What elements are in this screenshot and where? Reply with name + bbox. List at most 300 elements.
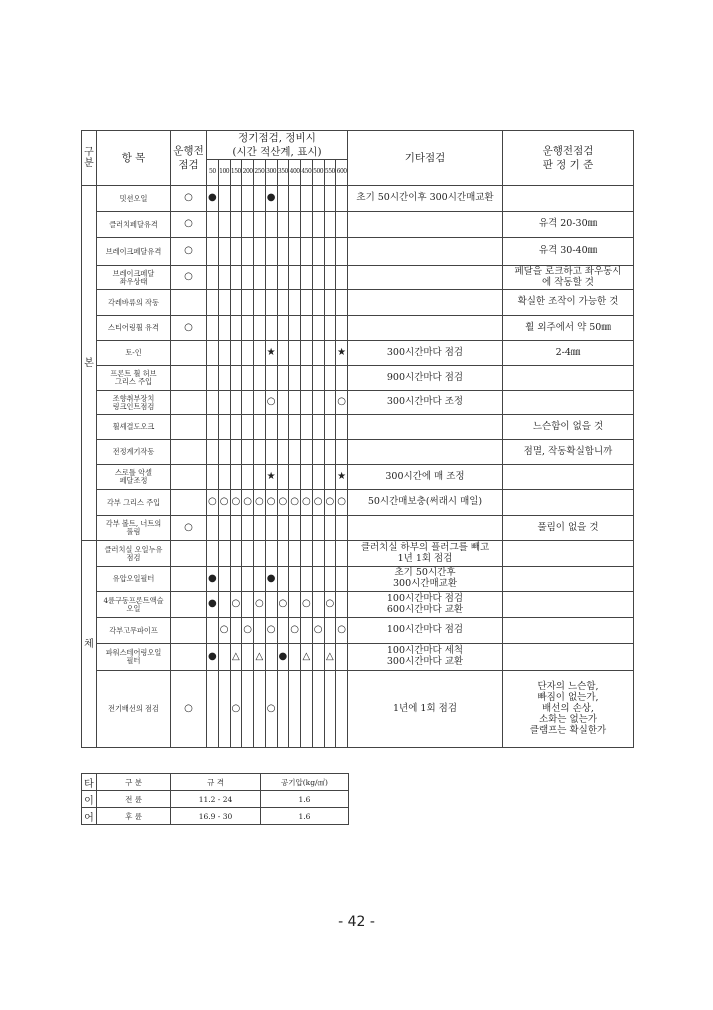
tire-table xyxy=(81,773,349,825)
hour-cell xyxy=(265,644,277,671)
hour-cell xyxy=(336,391,348,415)
hour-cell xyxy=(289,391,301,415)
pre-check-cell xyxy=(171,618,207,644)
hour-cell xyxy=(218,541,230,567)
item-text: 풀림 xyxy=(126,527,141,537)
table-row xyxy=(82,490,634,516)
hour-cell xyxy=(312,341,324,366)
hour-cell xyxy=(218,516,230,541)
hour-cell xyxy=(301,290,313,316)
item-cell xyxy=(97,465,171,490)
mark-dot: ● xyxy=(208,650,217,662)
hour-cell xyxy=(254,391,266,415)
mark-dot: ● xyxy=(266,572,276,584)
hour-cell xyxy=(324,366,336,391)
standard-text: 휠 외주에서 약 50㎜ xyxy=(525,321,611,333)
hour-cell xyxy=(230,618,242,644)
item-cell xyxy=(97,290,171,316)
item-text: 브레이크페달유격 xyxy=(105,246,162,256)
other-check-text: 300시간마다 교환 xyxy=(386,656,464,668)
hour-cell xyxy=(301,567,313,592)
standard-cell xyxy=(503,238,634,266)
table-row xyxy=(82,366,634,391)
mark-dot: ● xyxy=(278,650,288,662)
hour-cell xyxy=(218,212,230,238)
item-cell xyxy=(97,440,171,465)
other-check-cell xyxy=(348,238,503,266)
hour-cell xyxy=(301,415,313,440)
hour-cell xyxy=(277,490,289,516)
hour-cell xyxy=(218,391,230,415)
item-cell xyxy=(97,592,171,618)
hour-cell xyxy=(254,465,266,490)
standard-cell xyxy=(503,671,634,748)
hour-tick: 350 xyxy=(277,160,289,186)
hour-cell xyxy=(254,490,266,516)
hour-cell xyxy=(254,671,266,748)
hour-cell xyxy=(230,644,242,671)
hour-cell xyxy=(289,212,301,238)
hour-cell xyxy=(312,290,324,316)
hour-cell xyxy=(324,440,336,465)
hour-cell xyxy=(230,391,242,415)
hour-cell xyxy=(277,465,289,490)
hour-cell xyxy=(289,516,301,541)
standard-text: 소화는 없는가 xyxy=(538,713,598,725)
table-row xyxy=(82,290,634,316)
item-cell xyxy=(97,212,171,238)
pre-check-cell xyxy=(171,516,207,541)
hour-cell xyxy=(207,644,219,671)
hour-cell xyxy=(207,490,219,516)
header-pre-check xyxy=(171,131,207,186)
other-check-text: 300시간매교환 xyxy=(392,578,458,590)
table-row xyxy=(82,440,634,465)
standard-text: 단자의 느슨함, xyxy=(537,681,599,693)
tire-side-label: 타 xyxy=(82,774,97,791)
hour-cell xyxy=(230,212,242,238)
table-row xyxy=(82,644,634,671)
hour-cell xyxy=(218,644,230,671)
hour-cell xyxy=(312,238,324,266)
hour-cell xyxy=(289,415,301,440)
hour-cell xyxy=(324,465,336,490)
other-check-text: 1년 1회 점검 xyxy=(397,552,453,564)
header-standard-text: 판 정 기 준 xyxy=(542,159,594,172)
hour-cell xyxy=(289,567,301,592)
hour-cell xyxy=(277,366,289,391)
hour-cell xyxy=(242,212,254,238)
pre-check-cell xyxy=(171,316,207,341)
other-check-text: 50시간매보충(써래시 매일) xyxy=(367,496,483,508)
hour-cell xyxy=(265,212,277,238)
hour-cell xyxy=(207,516,219,541)
hour-cell xyxy=(254,516,266,541)
hour-cell xyxy=(218,592,230,618)
hour-cell xyxy=(254,592,266,618)
hour-cell xyxy=(289,290,301,316)
hour-cell xyxy=(324,290,336,316)
hour-cell xyxy=(230,490,242,516)
hour-cell xyxy=(265,290,277,316)
other-check-cell xyxy=(348,516,503,541)
item-cell xyxy=(97,238,171,266)
hour-cell xyxy=(324,341,336,366)
pre-check-cell xyxy=(171,366,207,391)
pre-check-cell xyxy=(171,341,207,366)
hour-cell xyxy=(207,316,219,341)
other-check-cell xyxy=(348,266,503,290)
table-row xyxy=(82,516,634,541)
header-periodic-text: 정기점검, 정비시 xyxy=(238,132,316,144)
item-text: 각레바류의 작동 xyxy=(108,297,159,307)
mark-o: ○ xyxy=(325,496,335,508)
item-text: 오일 xyxy=(126,603,141,613)
hour-cell xyxy=(289,541,301,567)
hour-cell xyxy=(242,644,254,671)
hour-cell xyxy=(336,644,348,671)
mark-o: ○ xyxy=(266,496,276,508)
hour-cell xyxy=(254,541,266,567)
hour-cell xyxy=(301,212,313,238)
hour-cell xyxy=(301,671,313,748)
standard-cell xyxy=(503,618,634,644)
hour-cell xyxy=(218,186,230,212)
mark-o: ○ xyxy=(266,702,276,714)
tire-side-label: 어 xyxy=(82,808,97,825)
hour-cell xyxy=(254,366,266,391)
hour-cell xyxy=(312,366,324,391)
standard-cell xyxy=(503,341,634,366)
other-check-text: 1년에 1회 점검 xyxy=(392,702,457,714)
other-check-cell xyxy=(348,671,503,748)
hour-cell xyxy=(254,238,266,266)
standard-cell xyxy=(503,415,634,440)
hour-cell xyxy=(242,391,254,415)
item-text: 링크인트점검 xyxy=(112,401,155,411)
other-check-cell xyxy=(348,341,503,366)
standard-cell xyxy=(503,592,634,618)
hour-cell xyxy=(324,238,336,266)
hour-cell xyxy=(336,516,348,541)
other-check-cell xyxy=(348,644,503,671)
item-cell xyxy=(97,186,171,212)
standard-cell xyxy=(503,212,634,238)
pre-check-cell xyxy=(171,490,207,516)
header-other-text: 기타점검 xyxy=(404,152,446,165)
table-row xyxy=(82,567,634,592)
item-text: 클러치실 오일누유 xyxy=(104,544,163,554)
hour-cell xyxy=(242,618,254,644)
hour-cell xyxy=(242,567,254,592)
hour-cell xyxy=(265,671,277,748)
hour-cell xyxy=(312,316,324,341)
other-check-text: 300시간에 매 조정 xyxy=(385,470,465,482)
tire-header-cell: 공기압(kg/㎠) xyxy=(261,774,349,791)
standard-cell xyxy=(503,366,634,391)
mark-o: ○ xyxy=(302,598,311,610)
hour-cell xyxy=(218,341,230,366)
hour-cell xyxy=(230,290,242,316)
hour-cell xyxy=(242,671,254,748)
hour-cell xyxy=(207,290,219,316)
tire-cell: 11.2 - 24 xyxy=(171,791,261,808)
hour-cell xyxy=(312,490,324,516)
item-cell xyxy=(97,618,171,644)
mark-o: ○ xyxy=(278,598,288,610)
table-row xyxy=(82,391,634,415)
hour-cell xyxy=(277,266,289,290)
standard-text: 에 작동할 것 xyxy=(542,276,594,288)
hour-cell xyxy=(324,316,336,341)
item-cell xyxy=(97,341,171,366)
tire-cell: 16.9 - 30 xyxy=(171,808,261,825)
hour-cell xyxy=(336,567,348,592)
other-check-cell xyxy=(348,541,503,567)
hour-cell xyxy=(218,366,230,391)
maintenance-table xyxy=(81,130,634,748)
hour-cell xyxy=(324,516,336,541)
hour-cell xyxy=(230,592,242,618)
standard-text: 유격 20-30㎜ xyxy=(538,218,598,230)
mark-o: ○ xyxy=(219,624,229,636)
mark-o: ○ xyxy=(290,624,299,636)
hour-cell xyxy=(336,290,348,316)
other-check-text: 100시간마다 점검 xyxy=(386,624,464,636)
hour-cell xyxy=(312,644,324,671)
hour-cell xyxy=(218,266,230,290)
other-check-text: 600시간마다 교환 xyxy=(386,603,464,615)
other-check-cell xyxy=(348,592,503,618)
mark-o: ○ xyxy=(302,496,311,508)
standard-cell xyxy=(503,541,634,567)
hour-cell xyxy=(230,238,242,266)
other-check-cell xyxy=(348,490,503,516)
hour-cell xyxy=(265,618,277,644)
hour-cell xyxy=(312,671,324,748)
hour-cell xyxy=(207,415,219,440)
pre-check-cell xyxy=(171,541,207,567)
mark-o: ○ xyxy=(255,598,264,610)
pre-check-cell xyxy=(171,644,207,671)
hour-cell xyxy=(277,516,289,541)
mark-o: ○ xyxy=(290,496,299,508)
hour-cell xyxy=(254,212,266,238)
hour-cell xyxy=(289,618,301,644)
hour-cell xyxy=(336,238,348,266)
item-text: 브레이크페달 xyxy=(112,268,155,278)
other-check-cell xyxy=(348,366,503,391)
hour-cell xyxy=(207,341,219,366)
hour-cell xyxy=(254,316,266,341)
hour-cell xyxy=(336,465,348,490)
hour-tick: 450 xyxy=(301,160,313,186)
pre-check-cell xyxy=(171,391,207,415)
hour-cell xyxy=(242,366,254,391)
hour-cell xyxy=(324,644,336,671)
table-row xyxy=(82,186,634,212)
pre-check-mark: ○ xyxy=(184,192,193,204)
table-row xyxy=(82,465,634,490)
item-text: 프론트 휠 허브 xyxy=(110,369,157,379)
hour-cell xyxy=(230,186,242,212)
standard-cell xyxy=(503,266,634,290)
hour-cell xyxy=(289,366,301,391)
hour-cell xyxy=(289,644,301,671)
hour-cell xyxy=(277,290,289,316)
hour-cell xyxy=(265,415,277,440)
hour-cell xyxy=(230,440,242,465)
pre-check-cell xyxy=(171,465,207,490)
standard-text: 유격 30-40㎜ xyxy=(538,245,598,257)
hour-cell xyxy=(301,391,313,415)
header-item-text: 항 목 xyxy=(121,152,146,165)
standard-cell xyxy=(503,465,634,490)
hour-tick: 500 xyxy=(312,160,324,186)
tire-cell: 1.6 xyxy=(261,808,349,825)
item-text: 그리스 주입 xyxy=(114,377,152,387)
item-text: 스티어링휠 유격 xyxy=(108,323,159,333)
hour-cell xyxy=(324,212,336,238)
mark-star: ★ xyxy=(337,470,347,482)
mark-o: ○ xyxy=(337,496,346,508)
mark-tri: △ xyxy=(302,650,311,662)
hour-cell xyxy=(230,366,242,391)
hour-cell xyxy=(207,186,219,212)
hour-cell xyxy=(218,671,230,748)
item-text: 좌우상태 xyxy=(119,276,148,286)
standard-text: 배선의 손상, xyxy=(542,702,594,714)
mark-star: ★ xyxy=(266,470,276,482)
hour-cell xyxy=(265,186,277,212)
table-row xyxy=(82,341,634,366)
mark-o: ○ xyxy=(337,624,346,636)
pre-check-cell xyxy=(171,290,207,316)
hour-cell xyxy=(277,238,289,266)
pre-check-cell xyxy=(171,440,207,465)
other-check-text: 클러치실 하부의 플러그를 빼고 xyxy=(360,541,490,553)
hour-cell xyxy=(207,567,219,592)
mark-o: ○ xyxy=(313,496,323,508)
hour-cell xyxy=(207,440,219,465)
hour-cell xyxy=(289,266,301,290)
hour-cell xyxy=(207,391,219,415)
standard-cell xyxy=(503,391,634,415)
hour-cell xyxy=(242,238,254,266)
hour-tick: 250 xyxy=(254,160,266,186)
item-cell xyxy=(97,316,171,341)
tire-cell: 1.6 xyxy=(261,791,349,808)
other-check-text: 100시간마다 점검 xyxy=(386,592,464,604)
mark-o: ○ xyxy=(255,496,264,508)
pre-check-cell xyxy=(171,415,207,440)
mark-o: ○ xyxy=(243,624,252,636)
item-cell xyxy=(97,644,171,671)
hour-cell xyxy=(230,567,242,592)
pre-check-mark: ○ xyxy=(184,218,193,230)
hour-cell xyxy=(207,618,219,644)
hour-cell xyxy=(324,266,336,290)
other-check-text: 300시간마다 조정 xyxy=(386,396,464,408)
hour-cell xyxy=(301,316,313,341)
item-cell xyxy=(97,671,171,748)
hour-cell xyxy=(230,671,242,748)
item-text: 전정계기작동 xyxy=(112,447,155,457)
hour-cell xyxy=(301,592,313,618)
hour-cell xyxy=(265,341,277,366)
hour-tick: 150 xyxy=(230,160,242,186)
tire-header-cell: 구 분 xyxy=(97,774,171,791)
hour-tick: 300 xyxy=(265,160,277,186)
item-text: 유압오일필터 xyxy=(112,574,155,584)
hour-cell xyxy=(265,391,277,415)
hour-cell xyxy=(289,238,301,266)
hour-cell xyxy=(277,671,289,748)
hour-cell xyxy=(207,541,219,567)
item-cell xyxy=(97,366,171,391)
standard-cell xyxy=(503,316,634,341)
pre-check-cell xyxy=(171,186,207,212)
hour-cell xyxy=(301,440,313,465)
hour-cell xyxy=(277,316,289,341)
mark-o: ○ xyxy=(325,598,335,610)
standard-cell xyxy=(503,644,634,671)
other-check-text: 300시간마다 점검 xyxy=(386,346,464,358)
standard-text: 클램프는 확실한가 xyxy=(529,724,607,736)
hour-cell xyxy=(265,238,277,266)
hour-cell xyxy=(277,567,289,592)
hour-cell xyxy=(254,290,266,316)
table-row xyxy=(82,415,634,440)
standard-text: 확실한 조작이 가능한 것 xyxy=(517,296,619,308)
hour-cell xyxy=(207,366,219,391)
hour-cell xyxy=(312,415,324,440)
item-text: 클러치페달유격 xyxy=(109,219,158,229)
pre-check-mark: ○ xyxy=(184,521,193,533)
hour-cell xyxy=(336,415,348,440)
hour-cell xyxy=(301,644,313,671)
hour-cell xyxy=(289,465,301,490)
hour-cell xyxy=(324,592,336,618)
hour-cell xyxy=(218,465,230,490)
hour-cell xyxy=(312,212,324,238)
hour-cell xyxy=(230,415,242,440)
mark-o: ○ xyxy=(243,496,252,508)
hour-cell xyxy=(336,541,348,567)
hour-cell xyxy=(301,341,313,366)
hour-cell xyxy=(218,415,230,440)
hour-cell xyxy=(242,341,254,366)
mark-o: ○ xyxy=(313,624,323,636)
other-check-cell xyxy=(348,440,503,465)
table-row xyxy=(82,592,634,618)
hour-cell xyxy=(324,671,336,748)
header-other xyxy=(348,131,503,186)
mark-star: ★ xyxy=(266,346,276,358)
pre-check-cell xyxy=(171,212,207,238)
section-body: 본 xyxy=(82,186,97,541)
tire-side-label: 이 xyxy=(82,791,97,808)
header-standard xyxy=(503,131,634,186)
hour-tick: 600 xyxy=(336,160,348,186)
hour-cell xyxy=(207,238,219,266)
pre-check-cell xyxy=(171,238,207,266)
hour-cell xyxy=(277,440,289,465)
hour-cell xyxy=(218,567,230,592)
hour-cell xyxy=(324,567,336,592)
item-cell xyxy=(97,266,171,290)
hour-cell xyxy=(312,567,324,592)
